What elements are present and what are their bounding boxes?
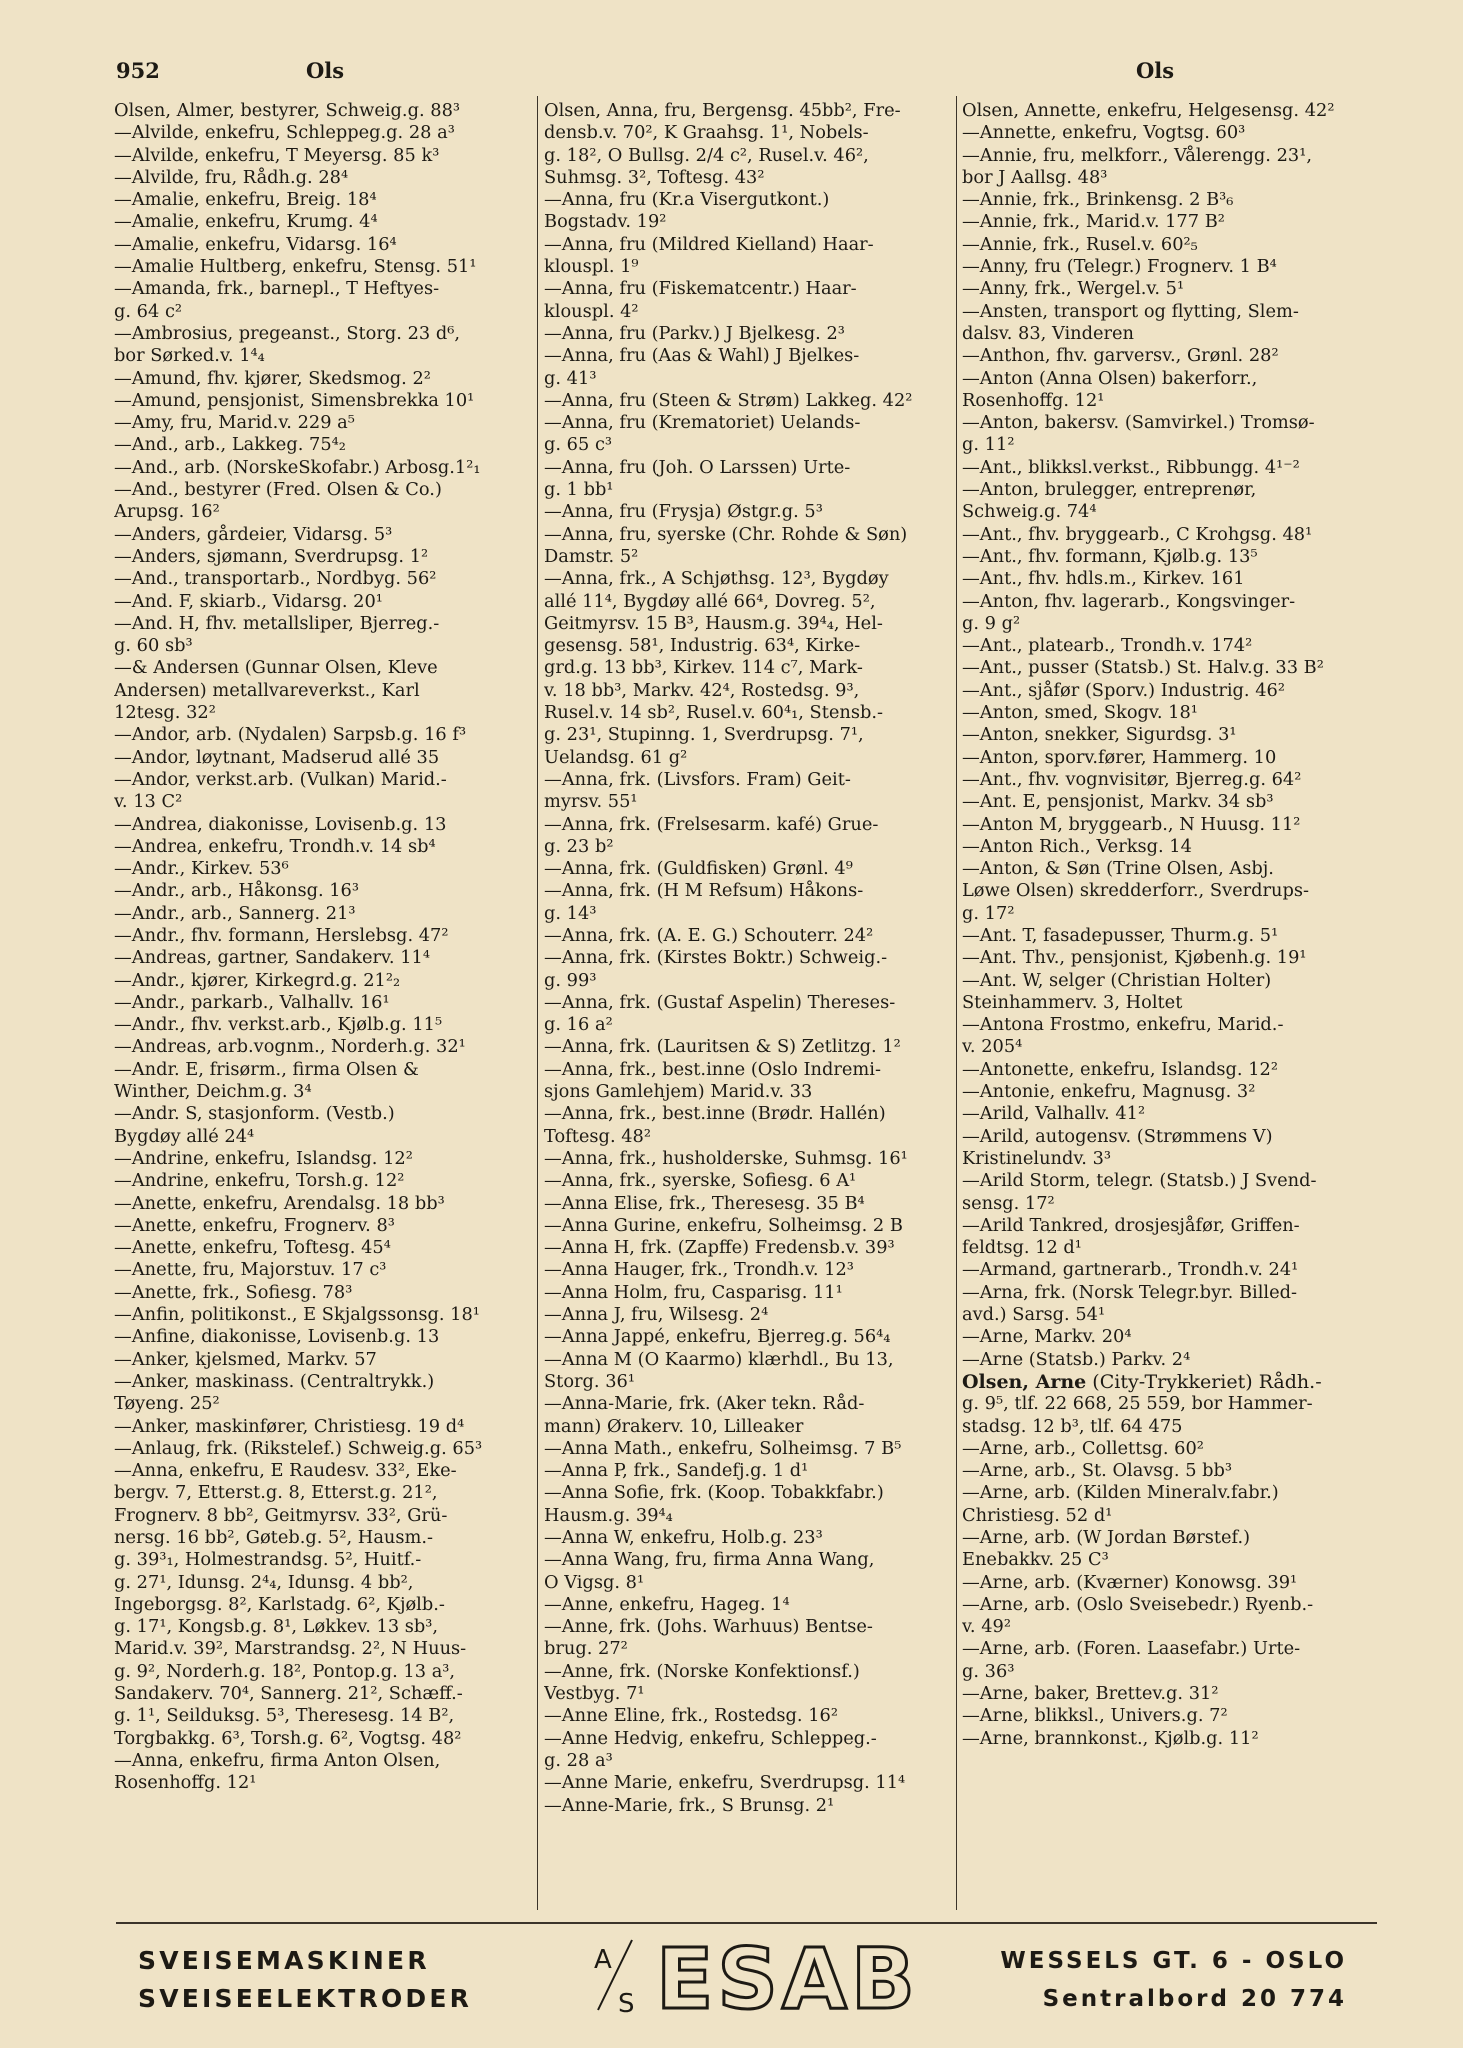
directory-entry-line: —Anna, fru (Mildred Kielland) Haar- [544, 233, 874, 255]
directory-entry-line: —Ant., blikksl.verkst., Ribbungg. 4¹⁻² [962, 456, 1300, 478]
directory-entry-line: Rusel.v. 14 sb², Rusel.v. 60⁴₁, Stensb.- [544, 702, 884, 724]
directory-entry-line: —Antonie, enkefru, Magnusg. 3² [962, 1081, 1256, 1103]
directory-entry-line: —Anna, fru (Krematoriet) Uelands- [544, 412, 861, 434]
directory-entry-line: —Andor, verkst.arb. (Vulkan) Marid.- [114, 768, 447, 790]
directory-entry-line: v. 18 bb³, Markv. 42⁴, Rostedsg. 9³, [544, 679, 860, 701]
directory-entry-line: —Anna Holm, fru, Casparisg. 11¹ [544, 1281, 843, 1303]
directory-entry-line: —Anders, sjømann, Sverdrupsg. 1² [114, 545, 429, 567]
directory-entry-line: —Anna Gurine, enkefru, Solheimsg. 2 B [544, 1214, 903, 1236]
directory-entry-line: —Anette, fru, Majorstuv. 17 c³ [114, 1259, 387, 1281]
directory-entry-line: —Anna, fru (Frysja) Østgr.g. 5³ [544, 501, 823, 523]
directory-entry-line: Enebakkv. 25 C³ [962, 1549, 1109, 1571]
directory-entry-line: v. 49² [962, 1616, 1011, 1638]
directory-entry-line: g. 36³ [962, 1660, 1015, 1682]
directory-entry-line: Bygdøy allé 24⁴ [114, 1125, 255, 1147]
directory-entry-line: —Amund, fhv. kjører, Skedsmog. 2² [114, 367, 431, 389]
directory-entry-line: —Ant., fhv. bryggearb., C Krohgsg. 48¹ [962, 523, 1313, 545]
directory-entry-line: Løwe Olsen) skredderforr., Sverdrups- [962, 880, 1309, 902]
directory-entry-line: Toftesg. 48² [544, 1125, 651, 1147]
directory-entry-line: —Amanda, frk., barnepl., T Heftyes- [114, 278, 440, 300]
directory-entry-line: —Anette, enkefru, Toftesg. 45⁴ [114, 1237, 391, 1259]
directory-entry-line: —Arne, baker, Brettev.g. 31² [962, 1683, 1219, 1705]
directory-entry-line: feldtsg. 12 d¹ [962, 1237, 1082, 1259]
directory-entry-line: —Anne Hedvig, enkefru, Schleppeg.- [544, 1727, 877, 1749]
directory-entry-line: —Ant. Thv., pensjonist, Kjøbenh.g. 19¹ [962, 947, 1307, 969]
directory-entry-line: bergv. 7, Etterst.g. 8, Etterst.g. 21², [114, 1482, 438, 1504]
directory-entry-line: —Andr. E, frisørm., firma Olsen & [114, 1058, 419, 1080]
directory-entry-line: Uelandsg. 61 g² [544, 746, 688, 768]
directory-entry-line: —Anna, frk. (Frelsesarm. kafé) Grue- [544, 813, 879, 835]
directory-entry-line: —Arne, arb. (W Jordan Børstef.) [962, 1527, 1251, 1548]
directory-entry-line: —Anna Math., enkefru, Solheimsg. 7 B⁵ [544, 1437, 902, 1459]
directory-entry-line: —Anna, frk., syerske, Sofiesg. 6 A¹ [544, 1170, 857, 1192]
directory-entry-line: —Andrea, enkefru, Trondh.v. 14 sb⁴ [114, 835, 436, 857]
directory-entry-line: —Amalie, enkefru, Breig. 18⁴ [114, 189, 377, 211]
directory-entry-line: —Anna W, enkefru, Holb.g. 23³ [544, 1527, 823, 1548]
directory-entry-line: —Anlaug, frk. (Rikstelef.) Schweig.g. 65³ [114, 1437, 483, 1459]
directory-entry-line: Vestbyg. 7¹ [544, 1683, 645, 1705]
directory-entry-line: —Annie, frk., Brinkensg. 2 B³₆ [962, 189, 1234, 211]
directory-entry-line: g. 11² [962, 434, 1015, 456]
directory-entry-line: —Anton, smed, Skogv. 18¹ [962, 702, 1198, 724]
ad-product-line: SVEISEELEKTRODER [138, 1984, 473, 2013]
directory-entry-line: —Anna J, fru, Wilsesg. 2⁴ [544, 1304, 769, 1326]
running-head-right: Ols [1136, 58, 1175, 83]
directory-entry-line: g. 1 bb¹ [544, 479, 614, 501]
directory-entry-line: —Anna, frk. (Lauritsen & S) Zetlitzg. 1² [544, 1036, 901, 1058]
esab-logo [584, 1932, 954, 2018]
directory-entry-line: —Anna, fru (Joh. O Larssen) Urte- [544, 456, 851, 478]
directory-entry-line: —Anna Wang, fru, firma Anna Wang, [544, 1549, 875, 1571]
directory-entry-line: —Andr., Kirkev. 53⁶ [114, 858, 289, 880]
directory-entry-line: —Annie, fru, melkforr., Vålerengg. 23¹, [962, 144, 1312, 166]
directory-entry-line: —Anna, frk., best.inne (Brødr. Hallén) [544, 1103, 886, 1125]
directory-entry-line: —Arild Storm, telegr. (Statsb.) J Svend- [962, 1170, 1317, 1192]
directory-entry-line: —Andr., kjører, Kirkegrd.g. 21²₂ [114, 969, 401, 991]
directory-entry-line: —Ambrosius, pregeanst., Storg. 23 d⁶, [114, 322, 461, 344]
directory-entry-line: —Ant., fhv. formann, Kjølb.g. 13⁵ [962, 545, 1258, 567]
directory-entry-line: gesensg. 58¹, Industrig. 63⁴, Kirke- [544, 635, 861, 657]
directory-entry-line: —Annie, frk., Marid.v. 177 B² [962, 211, 1225, 233]
directory-entry-line: —Anna, frk. (Kirstes Boktr.) Schweig.- [544, 947, 888, 969]
directory-entry-line: —Andr., arb., Håkonsg. 16³ [114, 880, 360, 902]
directory-column-3 [962, 100, 1392, 1750]
directory-entry-line: —Arne, arb. (Kværner) Konowsg. 39¹ [962, 1571, 1298, 1593]
directory-entry-line: —Anker, kjelsmed, Markv. 57 [114, 1348, 377, 1370]
directory-entry-line: —Anna, fru (Fiskematcentr.) Haar- [544, 278, 857, 300]
directory-entry-line: g. 60 sb³ [114, 635, 193, 657]
directory-entry-line: —Andrine, enkefru, Torsh.g. 12² [114, 1170, 405, 1192]
directory-entry-line: —Anna Hauger, frk., Trondh.v. 12³ [544, 1259, 854, 1281]
advertisement-banner [116, 1922, 1377, 2024]
directory-entry-line: —Anton, snekker, Sigurdsg. 3¹ [962, 724, 1237, 746]
directory-entry-line: g. 23 b² [544, 835, 614, 857]
directory-entry-line: —Andr. S, stasjonform. (Vestb.) [114, 1103, 395, 1125]
directory-entry-line: —Anton M, bryggearb., N Huusg. 11² [962, 813, 1301, 835]
directory-entry-line: —& Andersen (Gunnar Olsen, Kleve [114, 657, 438, 679]
directory-entry-line: Olsen, Almer, bestyrer, Schweig.g. 88³ [114, 100, 461, 121]
directory-entry-line: —Amalie, enkefru, Krumg. 4⁴ [114, 211, 378, 233]
directory-entry-line: —Anny, frk., Wergel.v. 5¹ [962, 278, 1185, 300]
directory-entry-line: —Ant., sjåfør (Sporv.) Industrig. 46² [962, 679, 1285, 701]
directory-entry-line: g. 39³₁, Holmestrandsg. 5², Huitf.- [114, 1549, 422, 1571]
directory-entry-line: —Anfine, diakonisse, Lovisenb.g. 13 [114, 1326, 440, 1348]
directory-entry-line: —Anton (Anna Olsen) bakerforr., [962, 367, 1258, 389]
directory-entry-line: —Anna H, frk. (Zapffe) Fredensb.v. 39³ [544, 1237, 895, 1259]
directory-entry-line: —Anna, frk., husholderske, Suhmsg. 16¹ [544, 1147, 908, 1169]
directory-entry-line: Sandakerv. 70⁴, Sannerg. 21², Schæff.- [114, 1683, 463, 1705]
directory-entry-line: 12tesg. 32² [114, 702, 216, 724]
directory-entry-line: —Anne Eline, frk., Rostedsg. 16² [544, 1705, 838, 1727]
directory-entry-line: —Anna, fru, syerske (Chr. Rohde & Søn) [544, 523, 908, 545]
directory-entry-line: g. 14³ [544, 902, 597, 924]
directory-entry-line: O Vigsg. 8¹ [544, 1571, 645, 1593]
directory-entry-line: —Arne, arb. (Kilden Mineralv.fabr.) [962, 1482, 1279, 1504]
directory-entry-line: —Arna, frk. (Norsk Telegr.byr. Billed- [962, 1281, 1298, 1303]
directory-entry-line: mann) Ørakerv. 10, Lilleaker [544, 1415, 804, 1437]
directory-entry-line: bor J Aallsg. 48³ [962, 166, 1108, 188]
directory-entry-line: nersg. 16 bb², Gøteb.g. 5², Hausm.- [114, 1527, 434, 1548]
directory-entry-line: Bogstadv. 19² [544, 211, 667, 233]
directory-entry-line: —Alvilde, enkefru, T Meyersg. 85 k³ [114, 144, 440, 166]
directory-entry-line: —Anna Jappé, enkefru, Bjerreg.g. 56⁴₄ [544, 1326, 891, 1348]
directory-entry-line: Steinhammerv. 3, Holtet [962, 991, 1183, 1013]
directory-entry-line: —Ant., fhv. vognvisitør, Bjerreg.g. 64² [962, 768, 1302, 790]
directory-entry-line: —Amalie, enkefru, Vidarsg. 16⁴ [114, 233, 397, 255]
directory-entry-line: —Anna, frk. (Livsfors. Fram) Geit- [544, 768, 851, 790]
directory-entry-line: —Andor, arb. (Nydalen) Sarpsb.g. 16 f³ [114, 724, 467, 746]
directory-entry-line: Kristinelundv. 3³ [962, 1147, 1112, 1169]
directory-entry-line: —Anna, frk. (Guldfisken) Grønl. 4⁹ [544, 858, 853, 880]
directory-entry-line: —Anton, sporv.fører, Hammerg. 10 [962, 746, 1277, 768]
directory-entry-line: —Ant. E, pensjonist, Markv. 34 sb³ [962, 791, 1274, 813]
directory-entry-line: Olsen, Annette, enkefru, Helgesensg. 42² [962, 100, 1335, 121]
directory-entry-line: —Annie, frk., Rusel.v. 60²₅ [962, 233, 1198, 255]
directory-entry-line: g. 9 g² [962, 612, 1021, 634]
directory-entry-line: —Ant., fhv. hdls.m., Kirkev. 161 [962, 568, 1245, 590]
directory-entry-line: Olsen, Anna, fru, Bergensg. 45bb², Fre- [544, 100, 901, 121]
directory-entry-line: —Anton, bakersv. (Samvirkel.) Tromsø- [962, 412, 1315, 434]
directory-entry-line: allé 11⁴, Bygdøy allé 66⁴, Dovreg. 5², [544, 590, 876, 612]
directory-entry-line: g. 9², Norderh.g. 18², Pontop.g. 13 a³, [114, 1660, 456, 1682]
directory-entry-line: —Anker, maskinass. (Centraltrykk.) [114, 1370, 435, 1392]
directory-entry-line: —And., arb., Lakkeg. 75⁴₂ [114, 434, 346, 456]
directory-entry-line: bor Sørked.v. 1⁴₄ [114, 345, 265, 367]
logo-prefix-s: S [618, 1989, 635, 2018]
directory-entry-line: —Ant., pusser (Statsb.) St. Halv.g. 33 B² [962, 657, 1324, 679]
directory-entry-line: —Anna Elise, frk., Theresesg. 35 B⁴ [544, 1192, 865, 1214]
directory-entry-line: Andersen) metallvareverkst., Karl [114, 679, 420, 701]
directory-entry-line: —And. H, fhv. metallsliper, Bjerreg.- [114, 612, 440, 634]
directory-entry-line: —Alvilde, enkefru, Schleppeg.g. 28 a³ [114, 122, 455, 144]
directory-entry-line: —Arild, autogensv. (Strømmens V) [962, 1125, 1273, 1147]
directory-entry-line: —Annette, enkefru, Vogtsg. 60³ [962, 122, 1246, 144]
directory-entry-line: sjons Gamlehjem) Marid.v. 33 [544, 1081, 813, 1103]
directory-entry-line: —Antonette, enkefru, Islandsg. 12² [962, 1058, 1278, 1080]
directory-entry-line: —Anne-Marie, frk., S Brunsg. 2¹ [544, 1794, 835, 1816]
directory-entry-line: —Alvilde, fru, Rådh.g. 28⁴ [114, 166, 349, 188]
directory-entry-line: g. 27¹, Idunsg. 2⁴₄, Idunsg. 4 bb², [114, 1571, 414, 1593]
directory-entry-line: —Anette, frk., Sofiesg. 78³ [114, 1281, 353, 1303]
directory-entry-line: —Anna M (O Kaarmo) klærhdl., Bu 13, [544, 1348, 894, 1370]
directory-entry-line: —Andr., arb., Sannerg. 21³ [114, 902, 356, 924]
directory-entry-line: —Anne, enkefru, Hageg. 1⁴ [544, 1593, 790, 1615]
directory-entry-line: —And., bestyrer (Fred. Olsen & Co.) [114, 479, 442, 501]
directory-entry-line: stadsg. 12 b³, tlf. 64 475 [962, 1415, 1183, 1437]
ad-products [138, 1942, 472, 2018]
directory-entry-line: —Andor, løytnant, Madserud allé 35 [114, 746, 440, 768]
directory-entry-line: —Ant. W, selger (Christian Holter) [962, 969, 1272, 991]
directory-entry-line: sensg. 17² [962, 1192, 1055, 1214]
directory-entry-line: Rosenhoffg. 12¹ [962, 389, 1105, 411]
directory-entry-line: —And. F, skiarb., Vidarsg. 20¹ [114, 590, 383, 612]
directory-entry-line: —Anfin, politikonst., E Skjalgssonsg. 18¹ [114, 1304, 480, 1326]
directory-entry-line: Marid.v. 39², Marstrandsg. 2², N Huus- [114, 1638, 467, 1660]
logo-prefix-a: A [594, 1945, 612, 1975]
ad-product-line: SVEISEMASKINER [138, 1946, 430, 1975]
directory-entry-line: klouspl. 4² [544, 300, 639, 322]
logo-wordmark: ESAB [656, 1932, 919, 2018]
directory-entry-line: —Anna, fru (Kr.a Visergutkont.) [544, 189, 830, 211]
directory-entry-line: grd.g. 13 bb³, Kirkev. 114 c⁷, Mark- [544, 657, 863, 679]
directory-entry-line: —Anton, & Søn (Trine Olsen, Asbj. [962, 858, 1274, 880]
directory-entry-line: —Amy, fru, Marid.v. 229 a⁵ [114, 412, 355, 434]
directory-entry-line: klouspl. 1⁹ [544, 256, 639, 278]
directory-entry-line: v. 13 C² [114, 791, 183, 813]
directory-entry-line: g. 18², O Bullsg. 2/4 c², Rusel.v. 46², [544, 144, 869, 166]
directory-entry-line: —Anna, frk. (A. E. G.) Schouterr. 24² [544, 924, 874, 946]
directory-entry-line: —Arne (Statsb.) Parkv. 2⁴ [962, 1348, 1191, 1370]
directory-entry-line: Schweig.g. 74⁴ [962, 501, 1097, 523]
directory-entry-line: —Arne, Markv. 20⁴ [962, 1326, 1132, 1348]
directory-entry-line: Ingeborgsg. 8², Karlstadg. 6², Kjølb.- [114, 1593, 445, 1615]
directory-entry-line: Tøyeng. 25² [114, 1393, 220, 1415]
directory-entry-line: g. 17¹, Kongsb.g. 8¹, Løkkev. 13 sb³, [114, 1616, 439, 1638]
directory-entry-line: v. 205⁴ [962, 1036, 1023, 1058]
directory-entry-line: g. 1¹, Seilduksg. 5³, Theresesg. 14 B², [114, 1705, 455, 1727]
directory-entry-line: —Andrea, diakonisse, Lovisenb.g. 13 [114, 813, 447, 835]
directory-entry-line: —Anna, fru (Steen & Strøm) Lakkeg. 42² [544, 389, 913, 411]
directory-entry-line: —Andrine, enkefru, Islandsg. 12² [114, 1147, 413, 1169]
directory-entry-line: —Ant. T, fasadepusser, Thurm.g. 5¹ [962, 924, 1279, 946]
directory-entry-line: —Anna-Marie, frk. (Aker tekn. Råd- [544, 1393, 865, 1415]
directory-entry-line: —Anette, enkefru, Arendalsg. 18 bb³ [114, 1192, 445, 1214]
directory-entry-line: —Andr., fhv. verkst.arb., Kjølb.g. 11⁵ [114, 1014, 443, 1036]
directory-entry-line: —And., transportarb., Nordbyg. 56² [114, 568, 437, 590]
directory-entry-line: g. 99³ [544, 969, 597, 991]
directory-entry-line: —Arne, arb., Collettsg. 60² [962, 1437, 1204, 1459]
directory-entry-line: —Arne, arb. (Foren. Laasefabr.) Urte- [962, 1638, 1301, 1660]
directory-entry-line: —Anna Sofie, frk. (Koop. Tobakkfabr.) [544, 1482, 884, 1504]
directory-entry-line: —Arild Tankred, drosjesjåfør, Griffen- [962, 1214, 1300, 1236]
directory-entry-line: brug. 27² [544, 1638, 628, 1660]
directory-entry-line: Arupsg. 16² [114, 501, 220, 523]
directory-entry-line: Hausm.g. 39⁴₄ [544, 1504, 673, 1526]
directory-entry-line: —Armand, gartnerarb., Trondh.v. 24¹ [962, 1259, 1299, 1281]
directory-entry-line: —Anne, frk. (Johs. Warhuus) Bentse- [544, 1616, 873, 1638]
directory-entry-line: g. 41³ [544, 367, 597, 389]
directory-entry-line: —Anna P, frk., Sandefj.g. 1 d¹ [544, 1460, 809, 1482]
directory-entry-line: g. 9⁵, tlf. 22 668, 25 559, bor Hammer- [962, 1393, 1313, 1415]
ad-phone: Sentralbord 20 774 [1042, 1986, 1347, 2012]
directory-entry-line: —Anna, frk. (Gustaf Aspelin) Thereses- [544, 991, 896, 1013]
directory-column-1 [114, 100, 542, 1795]
directory-entry-line: Christiesg. 52 d¹ [962, 1504, 1113, 1526]
directory-entry-line: —Arne, arb. (Oslo Sveisebedr.) Ryenb.- [962, 1593, 1314, 1615]
directory-column-2 [544, 100, 960, 1817]
directory-entry-line: —Anton Rich., Verksg. 14 [962, 835, 1192, 857]
directory-entry-line: Torgbakkg. 6³, Torsh.g. 6², Vogtsg. 48² [114, 1727, 462, 1749]
directory-entry-line: —Anne Marie, enkefru, Sverdrupsg. 11⁴ [544, 1772, 906, 1794]
directory-entry-line: —And., arb. (NorskeSkofabr.) Arbosg.1²₁ [114, 456, 481, 478]
directory-entry-line: Damstr. 5² [544, 545, 639, 567]
directory-entry-line: —Andreas, gartner, Sandakerv. 11⁴ [114, 947, 430, 969]
directory-entry-line: Winther, Deichm.g. 3⁴ [114, 1081, 312, 1103]
ad-address: WESSELS GT. 6 - OSLO [1000, 1948, 1347, 1974]
directory-entry-line: g. 65 c³ [544, 434, 613, 456]
directory-entry-line: g. 64 c² [114, 300, 183, 322]
directory-entry-line: —Andr., fhv. formann, Herslebsg. 47² [114, 924, 449, 946]
directory-entry-line: —Ansten, transport og flytting, Slem- [962, 300, 1299, 322]
directory-entry-line: —Arild, Valhallv. 41² [962, 1103, 1146, 1125]
directory-entry-line: —Anna, enkefru, E Raudesv. 33², Eke- [114, 1460, 457, 1482]
directory-entry-line: g. 23¹, Stupinng. 1, Sverdrupsg. 7¹, [544, 724, 864, 746]
directory-entry-line: —Amalie Hultberg, enkefru, Stensg. 51¹ [114, 256, 477, 278]
running-head-left: Ols [306, 58, 345, 83]
directory-entry-line: Frognerv. 8 bb², Geitmyrsv. 33², Grü- [114, 1504, 448, 1526]
ad-contact [1000, 1942, 1347, 2018]
directory-entry-line: —Anthon, fhv. garversv., Grønl. 28² [962, 345, 1279, 367]
directory-entry-line: —Anders, gårdeier, Vidarsg. 5³ [114, 523, 393, 545]
directory-entry-line: —Anne, frk. (Norske Konfektionsf.) [544, 1660, 860, 1682]
directory-entry-line: —Andreas, arb.vognm., Norderh.g. 32¹ [114, 1036, 466, 1058]
directory-entry-line: —Arne, blikksl., Univers.g. 7² [962, 1705, 1228, 1727]
directory-entry-line: —Anny, fru (Telegr.) Frognerv. 1 B⁴ [962, 256, 1277, 278]
directory-entry-line: —Anette, enkefru, Frognerv. 8³ [114, 1214, 395, 1236]
directory-entry-line: g. 28 a³ [544, 1749, 613, 1771]
directory-entry-line: —Anna, enkefru, firma Anton Olsen, [114, 1749, 441, 1771]
directory-entry-line: densb.v. 70², K Graahsg. 1¹, Nobels- [544, 122, 869, 144]
directory-entry-line: —Antona Frostmo, enkefru, Marid.- [962, 1014, 1284, 1036]
directory-entry-line: —Andr., parkarb., Valhallv. 16¹ [114, 991, 390, 1013]
directory-entry-line: —Anna, frk., best.inne (Oslo Indremi- [544, 1058, 881, 1080]
directory-entry-line: —Anna, fru (Aas & Wahl) J Bjelkes- [544, 345, 860, 367]
directory-entry-line: g. 17² [962, 902, 1015, 924]
directory-entry-line: dalsv. 83, Vinderen [962, 322, 1135, 344]
directory-entry-line: Suhmsg. 3², Toftesg. 43² [544, 166, 765, 188]
directory-entry-line: —Arne, brannkonst., Kjølb.g. 11² [962, 1727, 1259, 1749]
directory-entry-line: myrsv. 55¹ [544, 791, 638, 813]
directory-entry-line: Rosenhoffg. 12¹ [114, 1772, 257, 1794]
directory-entry-line: —Anna, frk., A Schjøthsg. 12³, Bygdøy [544, 568, 889, 590]
directory-entry-line: —Anton, brulegger, entreprenør, [962, 479, 1257, 501]
directory-entry-line: Geitmyrsv. 15 B³, Hausm.g. 39⁴₄, Hel- [544, 612, 883, 634]
directory-entry-line: g. 16 a² [544, 1014, 613, 1036]
directory-entry-line: —Anton, fhv. lagerarb., Kongsvinger- [962, 590, 1296, 612]
directory-entry-line: Olsen, Arne (City-Trykkeriet) Rådh.- [962, 1370, 1322, 1393]
directory-entry-line: —Ant., platearb., Trondh.v. 174² [962, 635, 1253, 657]
directory-entry-line: —Anna, frk. (H M Refsum) Håkons- [544, 880, 864, 902]
directory-entry-line: avd.) Sarsg. 54¹ [962, 1304, 1106, 1326]
directory-entry-line: —Arne, arb., St. Olavsg. 5 bb³ [962, 1460, 1233, 1482]
directory-entry-line: —Anker, maskinfører, Christiesg. 19 d⁴ [114, 1415, 465, 1437]
directory-entry-line: Storg. 36¹ [544, 1370, 635, 1392]
page-number: 952 [116, 58, 160, 83]
directory-entry-line: —Amund, pensjonist, Simensbrekka 10¹ [114, 389, 475, 411]
directory-entry-line: —Anna, fru (Parkv.) J Bjelkesg. 2³ [544, 322, 845, 344]
